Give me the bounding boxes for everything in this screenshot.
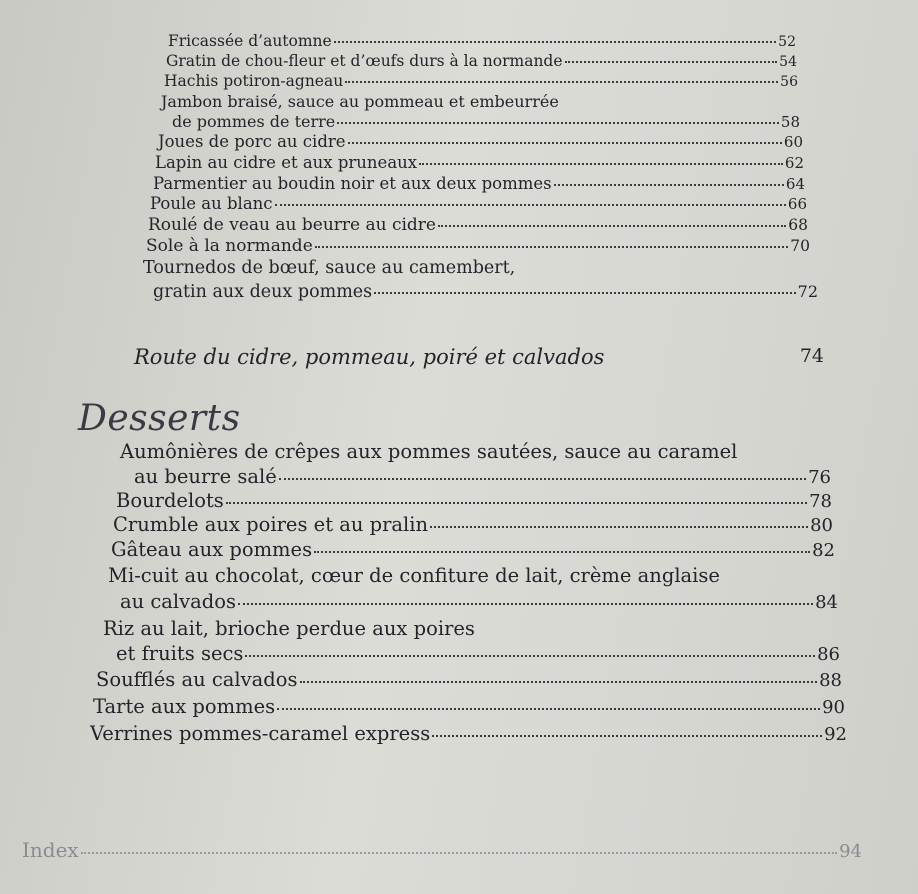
entry-page: 82 [812,540,835,561]
dot-leader [565,61,778,63]
dot-leader [300,681,818,683]
entry-page: 88 [819,670,842,691]
toc-entry-gateau [111,538,835,561]
entry-title: Tarte aux pommes [93,695,276,718]
dot-leader [81,852,837,854]
dot-leader [334,41,776,43]
entry-page: 94 [839,841,862,862]
entry-page: 76 [808,467,831,488]
toc-entry-mi-cuit-cont [120,590,838,613]
entry-page: 80 [810,515,833,536]
entry-page: 64 [785,175,805,193]
entry-page: 90 [822,697,845,718]
entry-page: 66 [787,195,807,213]
entry-title: Joues de porc au cidre [158,132,346,151]
toc-entry-route-du-cidre [134,345,824,369]
entry-title: Mi-cuit au chocolat, cœur de confiture de lait, crème anglaise [108,564,720,587]
entry-title: Poule au blanc [150,194,273,213]
entry-title: Lapin au cidre et aux pruneaux [155,153,418,172]
entry-title-cont: et fruits secs [116,642,244,665]
entry-title: Hachis potiron-agneau [164,72,344,90]
toc-entry-souffles [96,668,842,691]
entry-title-cont: au calvados [120,590,237,613]
entry-title: Bourdelots [116,489,224,512]
entry-title-cont: gratin aux deux pommes [153,282,373,302]
section-heading-desserts: Desserts [78,398,241,439]
toc-entry-jambon [161,92,559,111]
entry-page: 74 [799,345,824,367]
dot-leader [419,163,783,165]
entry-title: Crumble aux poires et au pralin [113,513,429,536]
entry-title: Riz au lait, brioche perdue aux poires [103,617,475,640]
entry-title-cont: de pommes de terre [172,112,336,131]
entry-title: Gâteau aux pommes [111,538,313,561]
toc-entry-index [22,838,862,862]
toc-entry-mi-cuit [108,564,720,587]
toc-entry-verrines [90,722,847,745]
dot-leader [554,184,784,186]
toc-entry-joues [158,132,803,151]
dot-leader [374,292,796,294]
entry-title: Gratin de chou-fleur et d’œufs durs à la normande [166,52,563,70]
entry-title: Sole à la normande [146,236,313,256]
toc-entry-tournedos-cont [153,282,818,302]
entry-title: Tournedos de bœuf, sauce au camembert, [143,258,516,278]
dot-leader [277,708,820,710]
toc-entry-aumonieres [120,440,737,463]
entry-title: Roulé de veau au beurre au cidre [148,215,436,235]
entry-page: 60 [783,133,803,151]
dot-leader [314,551,810,553]
toc-entry-riz-au-lait [103,617,475,640]
dot-leader [245,655,815,657]
entry-page: 52 [778,34,796,50]
entry-page: 62 [784,154,804,172]
dot-leader [348,142,782,144]
toc-entry-roule [148,215,808,235]
entry-title: Soufflés au calvados [96,668,298,691]
toc-entry-riz-au-lait-cont [116,642,840,665]
toc-entry-fricassee [168,32,796,50]
toc-entry-bourdelots [116,489,832,512]
dot-leader [430,526,808,528]
entry-page: 92 [824,724,847,745]
entry-title: Route du cidre, pommeau, poiré et calvados [134,345,605,369]
dot-leader [279,478,806,480]
dot-leader [238,603,813,605]
entry-title-cont: au beurre salé [134,465,277,488]
entry-title: Fricassée d’automne [168,32,332,50]
toc-entry-poule [150,194,807,213]
toc-entry-tournedos [143,258,515,278]
entry-page: 78 [809,491,832,512]
toc-entry-tarte [93,695,845,718]
entry-title: Jambon braisé, sauce au pommeau et embeurrée [161,92,559,111]
toc-entry-hachis [164,72,798,90]
dot-leader [315,246,789,248]
dot-leader [337,122,779,124]
dot-leader [226,502,807,504]
toc-entry-lapin [155,153,804,172]
toc-entry-parmentier [153,174,805,193]
toc-entry-jambon-cont [172,112,800,131]
entry-title: Index [22,838,79,862]
toc-entry-gratin-chou-fleur [166,52,797,70]
dot-leader [432,735,822,737]
dot-leader [438,225,786,227]
entry-page: 86 [817,644,840,665]
entry-page: 68 [788,216,808,234]
entry-page: 84 [815,592,838,613]
entry-page: 72 [797,282,818,301]
dot-leader [345,81,778,83]
toc-entry-sole [146,236,810,256]
entry-title: Verrines pommes-caramel express [90,722,431,745]
entry-title: Aumônières de crêpes aux pommes sautées, sauce au caramel [120,440,738,463]
toc-entry-aumonieres-cont [134,465,831,488]
toc-entry-crumble [113,513,833,536]
dot-leader [275,204,786,206]
entry-page: 70 [790,237,810,255]
entry-page: 58 [780,113,800,131]
entry-page: 54 [779,54,797,70]
entry-title: Parmentier au boudin noir et aux deux pommes [153,174,552,193]
entry-page: 56 [780,74,798,90]
